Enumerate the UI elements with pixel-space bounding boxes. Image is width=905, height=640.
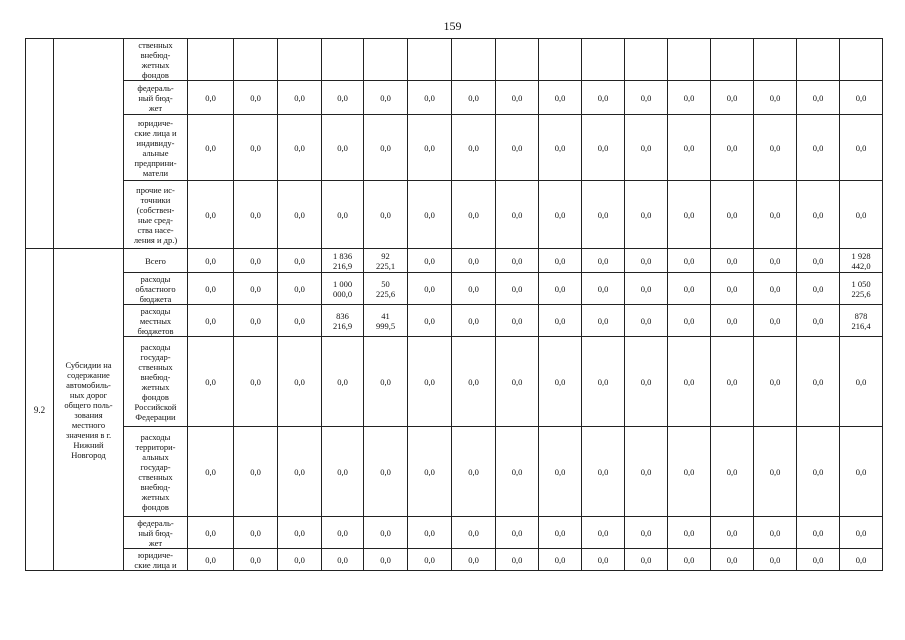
source-label: федераль- ный бюд- жет: [124, 81, 188, 115]
value-cell: 0,0: [364, 81, 408, 115]
source-label: юридиче- ские лица и: [124, 549, 188, 571]
value-cell: 0,0: [711, 115, 754, 181]
value-cell: 0,0: [452, 181, 496, 249]
value-cell: 0,0: [188, 427, 234, 517]
value-cell: 0,0: [539, 273, 582, 305]
value-cell: 0,0: [188, 517, 234, 549]
budget-table: [25, 38, 883, 571]
source-label: Всего: [124, 249, 188, 273]
value-cell: 0,0: [754, 273, 797, 305]
table-row: [26, 517, 883, 549]
value-cell: [364, 39, 408, 81]
value-cell: 0,0: [840, 337, 883, 427]
value-cell: 0,0: [188, 181, 234, 249]
value-cell: 0,0: [278, 427, 322, 517]
value-cell: 0,0: [754, 517, 797, 549]
value-cell: 0,0: [278, 549, 322, 571]
value-cell: [322, 39, 364, 81]
table-row: [26, 181, 883, 249]
value-cell: 0,0: [496, 115, 539, 181]
value-cell: 0,0: [625, 249, 668, 273]
table-row: [26, 39, 883, 81]
value-cell: 0,0: [797, 517, 840, 549]
value-cell: 878 216,4: [840, 305, 883, 337]
value-cell: 0,0: [840, 517, 883, 549]
value-cell: 0,0: [452, 115, 496, 181]
value-cell: 0,0: [188, 305, 234, 337]
value-cell: 0,0: [754, 181, 797, 249]
value-cell: [797, 39, 840, 81]
value-cell: [539, 39, 582, 81]
value-cell: 0,0: [364, 517, 408, 549]
value-cell: [452, 39, 496, 81]
table-row: [26, 305, 883, 337]
value-cell: 0,0: [539, 115, 582, 181]
value-cell: 0,0: [711, 81, 754, 115]
value-cell: 0,0: [797, 249, 840, 273]
value-cell: 0,0: [278, 181, 322, 249]
value-cell: 0,0: [496, 249, 539, 273]
value-cell: 0,0: [840, 427, 883, 517]
value-cell: 0,0: [322, 337, 364, 427]
value-cell: 0,0: [408, 427, 452, 517]
value-cell: 0,0: [452, 249, 496, 273]
value-cell: 0,0: [582, 305, 625, 337]
value-cell: 0,0: [364, 549, 408, 571]
value-cell: 0,0: [582, 181, 625, 249]
value-cell: 0,0: [278, 115, 322, 181]
value-cell: 0,0: [234, 427, 278, 517]
value-cell: 0,0: [625, 115, 668, 181]
value-cell: 0,0: [840, 81, 883, 115]
value-cell: 0,0: [582, 249, 625, 273]
table-row: [26, 273, 883, 305]
value-cell: 0,0: [322, 549, 364, 571]
value-cell: 0,0: [625, 517, 668, 549]
table-row: [26, 249, 883, 273]
value-cell: 0,0: [408, 181, 452, 249]
page-number: 159: [443, 19, 462, 33]
source-label: ственных внебюд- жетных фондов: [124, 39, 188, 81]
value-cell: [668, 39, 711, 81]
value-cell: 0,0: [322, 181, 364, 249]
object-cell: [54, 39, 124, 249]
value-cell: 0,0: [278, 337, 322, 427]
value-cell: 0,0: [539, 549, 582, 571]
value-cell: 0,0: [668, 549, 711, 571]
value-cell: 0,0: [408, 81, 452, 115]
value-cell: 0,0: [188, 549, 234, 571]
value-cell: 0,0: [754, 81, 797, 115]
value-cell: 0,0: [754, 249, 797, 273]
value-cell: [408, 39, 452, 81]
value-cell: [188, 39, 234, 81]
value-cell: 0,0: [452, 517, 496, 549]
value-cell: 0,0: [496, 549, 539, 571]
value-cell: 0,0: [582, 517, 625, 549]
item-index: 9.2: [26, 249, 54, 571]
value-cell: 0,0: [496, 81, 539, 115]
value-cell: 0,0: [711, 181, 754, 249]
value-cell: 0,0: [408, 549, 452, 571]
value-cell: 0,0: [711, 517, 754, 549]
source-label: прочие ис- точники (собствен- ные сред- ства насе- ления и др.): [124, 181, 188, 249]
value-cell: 0,0: [188, 249, 234, 273]
value-cell: 1 928 442,0: [840, 249, 883, 273]
value-cell: 0,0: [711, 337, 754, 427]
value-cell: 0,0: [364, 337, 408, 427]
item-name: Субсидии на содержание автомобиль- ных дорог общего поль- зования местного значения в г. Нижний Новгород: [54, 249, 124, 571]
value-cell: 0,0: [797, 337, 840, 427]
value-cell: 0,0: [668, 273, 711, 305]
value-cell: 0,0: [452, 273, 496, 305]
value-cell: 50 225,6: [364, 273, 408, 305]
value-cell: 0,0: [668, 427, 711, 517]
table-row: [26, 115, 883, 181]
value-cell: 0,0: [278, 305, 322, 337]
table-row: [26, 337, 883, 427]
value-cell: 0,0: [582, 115, 625, 181]
value-cell: 0,0: [496, 427, 539, 517]
value-cell: 0,0: [668, 249, 711, 273]
value-cell: 0,0: [496, 305, 539, 337]
value-cell: 0,0: [668, 181, 711, 249]
value-cell: 0,0: [364, 427, 408, 517]
value-cell: 0,0: [625, 273, 668, 305]
value-cell: 0,0: [364, 115, 408, 181]
value-cell: 92 225,1: [364, 249, 408, 273]
value-cell: 0,0: [711, 549, 754, 571]
value-cell: 0,0: [234, 115, 278, 181]
table-row: [26, 549, 883, 571]
value-cell: [234, 39, 278, 81]
value-cell: 0,0: [625, 181, 668, 249]
value-cell: 0,0: [452, 427, 496, 517]
value-cell: 0,0: [188, 81, 234, 115]
value-cell: 0,0: [408, 249, 452, 273]
value-cell: 0,0: [452, 549, 496, 571]
value-cell: [582, 39, 625, 81]
value-cell: 0,0: [582, 273, 625, 305]
value-cell: 0,0: [754, 115, 797, 181]
value-cell: 0,0: [840, 549, 883, 571]
value-cell: 0,0: [797, 81, 840, 115]
source-label: расходы территори- альных государ- ственных внебюд- жетных фондов: [124, 427, 188, 517]
value-cell: 0,0: [840, 181, 883, 249]
value-cell: [840, 39, 883, 81]
value-cell: 0,0: [408, 305, 452, 337]
table-row: [26, 427, 883, 517]
value-cell: 0,0: [668, 337, 711, 427]
value-cell: 0,0: [234, 181, 278, 249]
value-cell: 0,0: [668, 115, 711, 181]
value-cell: 0,0: [754, 337, 797, 427]
value-cell: 0,0: [582, 549, 625, 571]
value-cell: 0,0: [625, 337, 668, 427]
value-cell: 0,0: [234, 305, 278, 337]
value-cell: 0,0: [668, 305, 711, 337]
value-cell: [754, 39, 797, 81]
value-cell: 0,0: [797, 305, 840, 337]
value-cell: 0,0: [625, 305, 668, 337]
value-cell: 0,0: [452, 305, 496, 337]
value-cell: 0,0: [539, 181, 582, 249]
value-cell: 0,0: [278, 81, 322, 115]
value-cell: 0,0: [582, 81, 625, 115]
value-cell: 0,0: [496, 273, 539, 305]
value-cell: 41 999,5: [364, 305, 408, 337]
value-cell: 1 000 000,0: [322, 273, 364, 305]
value-cell: 0,0: [322, 115, 364, 181]
source-label: расходы областного бюджета: [124, 273, 188, 305]
value-cell: 0,0: [496, 181, 539, 249]
source-label: федераль- ный бюд- жет: [124, 517, 188, 549]
value-cell: 1 836 216,9: [322, 249, 364, 273]
value-cell: 0,0: [625, 81, 668, 115]
value-cell: 0,0: [452, 81, 496, 115]
value-cell: 0,0: [539, 305, 582, 337]
value-cell: 0,0: [668, 81, 711, 115]
value-cell: 0,0: [754, 549, 797, 571]
value-cell: 0,0: [711, 305, 754, 337]
value-cell: 0,0: [539, 337, 582, 427]
value-cell: 0,0: [188, 115, 234, 181]
value-cell: [711, 39, 754, 81]
table-row: [26, 81, 883, 115]
value-cell: 0,0: [408, 517, 452, 549]
value-cell: 0,0: [278, 517, 322, 549]
source-label: расходы местных бюджетов: [124, 305, 188, 337]
value-cell: 1 050 225,6: [840, 273, 883, 305]
value-cell: 0,0: [496, 517, 539, 549]
value-cell: 0,0: [797, 273, 840, 305]
source-label: расходы государ- ственных внебюд- жетных фондов Российской Федерации: [124, 337, 188, 427]
value-cell: [278, 39, 322, 81]
value-cell: 0,0: [408, 273, 452, 305]
value-cell: 0,0: [797, 115, 840, 181]
value-cell: 0,0: [234, 337, 278, 427]
value-cell: 0,0: [711, 273, 754, 305]
index-cell: [26, 39, 54, 249]
value-cell: 0,0: [625, 549, 668, 571]
value-cell: 0,0: [278, 273, 322, 305]
value-cell: 0,0: [452, 337, 496, 427]
value-cell: 0,0: [408, 115, 452, 181]
value-cell: 0,0: [188, 273, 234, 305]
value-cell: 0,0: [322, 427, 364, 517]
value-cell: 0,0: [234, 273, 278, 305]
value-cell: 0,0: [754, 427, 797, 517]
value-cell: 0,0: [364, 181, 408, 249]
value-cell: 0,0: [539, 517, 582, 549]
value-cell: 0,0: [539, 249, 582, 273]
value-cell: 0,0: [188, 337, 234, 427]
value-cell: 0,0: [278, 249, 322, 273]
value-cell: 0,0: [408, 337, 452, 427]
value-cell: 0,0: [625, 427, 668, 517]
value-cell: 0,0: [234, 549, 278, 571]
value-cell: 0,0: [234, 249, 278, 273]
value-cell: [625, 39, 668, 81]
value-cell: 0,0: [797, 427, 840, 517]
value-cell: 0,0: [234, 517, 278, 549]
value-cell: 0,0: [711, 249, 754, 273]
value-cell: 0,0: [711, 427, 754, 517]
value-cell: 0,0: [754, 305, 797, 337]
value-cell: 0,0: [668, 517, 711, 549]
value-cell: 836 216,9: [322, 305, 364, 337]
value-cell: 0,0: [797, 181, 840, 249]
value-cell: 0,0: [234, 81, 278, 115]
source-label: юридиче- ские лица и индивиду- альные предприни- матели: [124, 115, 188, 181]
value-cell: 0,0: [582, 337, 625, 427]
value-cell: 0,0: [322, 517, 364, 549]
value-cell: 0,0: [539, 427, 582, 517]
value-cell: 0,0: [322, 81, 364, 115]
value-cell: 0,0: [797, 549, 840, 571]
value-cell: 0,0: [582, 427, 625, 517]
value-cell: 0,0: [840, 115, 883, 181]
value-cell: 0,0: [496, 337, 539, 427]
value-cell: [496, 39, 539, 81]
value-cell: 0,0: [539, 81, 582, 115]
